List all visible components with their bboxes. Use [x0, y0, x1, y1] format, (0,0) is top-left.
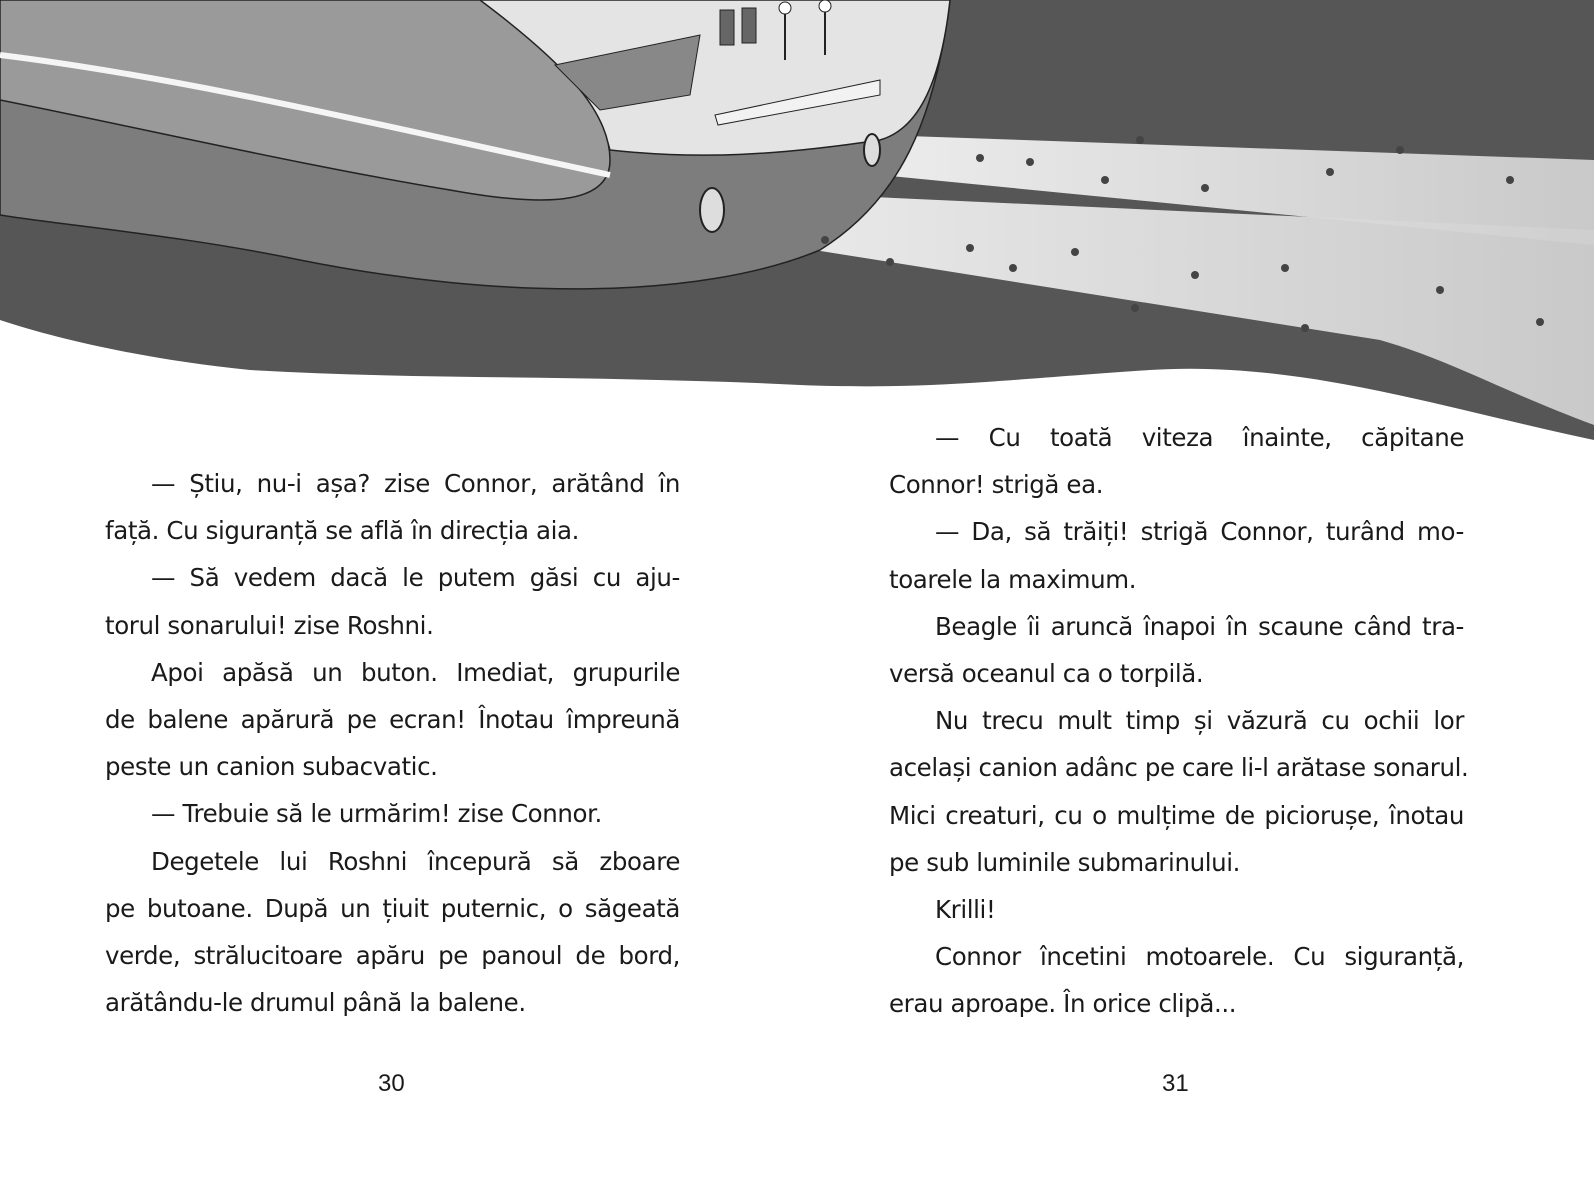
text-line: Connor încetini motoarele. Cu siguranță, — [935, 942, 1464, 972]
text-line: peste un canion subacvatic. — [105, 752, 438, 782]
paragraph — [105, 554, 680, 648]
paragraph — [889, 697, 1469, 886]
text-line: — Trebuie să le urmărim! zise Connor. — [151, 799, 602, 829]
text-line: Mici creaturi, cu o mulțime de piciorușe, înotau — [889, 800, 1464, 830]
text-line: Krilli! — [935, 894, 996, 924]
left-page-text — [105, 460, 680, 1026]
text-line: Apoi apăsă un buton. Imediat, grupurile — [151, 657, 680, 687]
text-line: Connor! strigă ea. — [889, 470, 1104, 500]
text-line: versă oceanul ca o torpilă. — [889, 658, 1204, 688]
text-line: față. Cu siguranță se află în direcția aia. — [105, 516, 579, 546]
text-line: pe sub luminile submarinului. — [889, 847, 1241, 877]
right-page-text — [889, 414, 1469, 1027]
text-line: torul sonarului! zise Roshni. — [105, 610, 434, 640]
paragraph — [105, 649, 680, 791]
paragraph — [889, 414, 1464, 508]
paragraph — [105, 460, 680, 554]
text-line: verde, strălucitoare apăru pe panoul de bord, — [105, 940, 680, 970]
paragraph — [105, 790, 680, 837]
text-line: — Cu toată viteza înainte, căpitane — [935, 423, 1464, 452]
text-line: — Știu, nu-i așa? zise Connor, arătând în — [151, 469, 680, 498]
text-line: același canion adânc pe care li-l arătase sonarul. — [889, 753, 1469, 783]
paragraph — [889, 933, 1464, 1027]
headlight-upper — [864, 134, 880, 166]
text-line: arătându-le drumul până la balene. — [105, 988, 526, 1018]
headlight-lower — [700, 188, 724, 232]
paragraph — [105, 838, 680, 1027]
text-line: Nu trecu mult timp și văzură cu ochii lor — [935, 706, 1464, 736]
submarine-illustration — [0, 0, 1594, 450]
text-line: pe butoane. După un țiuit puternic, o săgeată — [105, 893, 680, 923]
text-line: Degetele lui Roshni începură să zboare — [151, 846, 680, 876]
text-line: de balene apărură pe ecran! Înotau împreună — [105, 704, 680, 734]
paragraph — [889, 886, 1464, 933]
text-line: erau aproape. În orice clipă... — [889, 989, 1237, 1019]
page-number-right: 31 — [1162, 1070, 1189, 1097]
text-line: — Da, să trăiți! strigă Connor, turând mo- — [935, 517, 1464, 547]
text-line: — Să vedem dacă le putem găsi cu aju- — [151, 563, 680, 593]
page-number-left: 30 — [378, 1070, 405, 1097]
text-line: toarele la maximum. — [889, 564, 1137, 594]
paragraph — [889, 603, 1464, 697]
text-line: Beagle îi aruncă înapoi în scaune când tra- — [935, 611, 1464, 641]
paragraph — [889, 508, 1464, 602]
